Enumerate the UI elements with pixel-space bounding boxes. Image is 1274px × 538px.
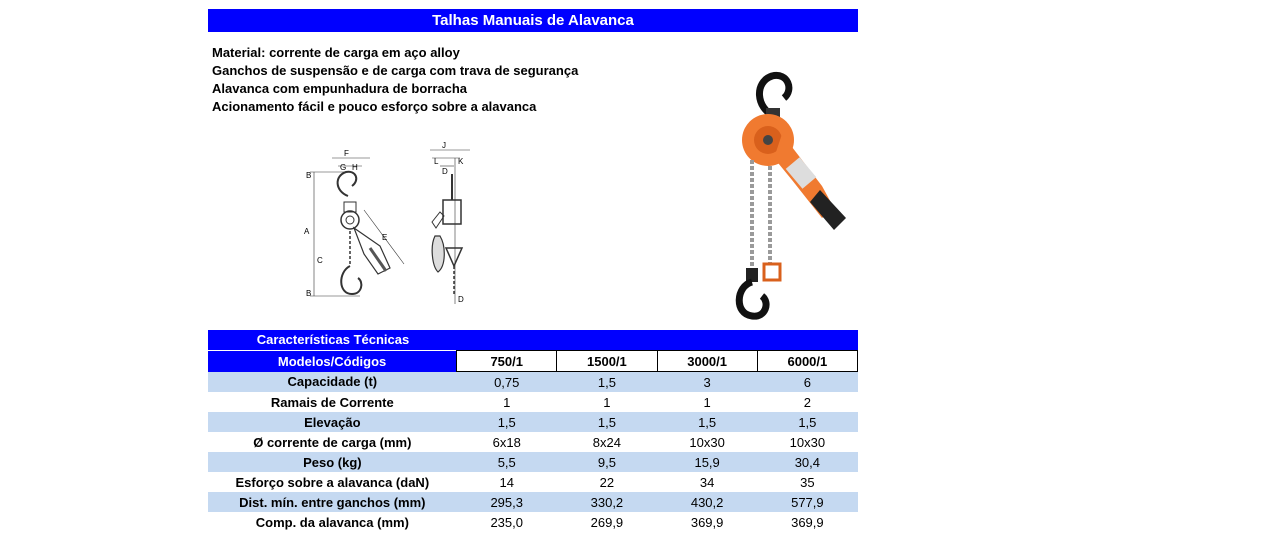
table-row — [208, 372, 858, 393]
spec-section-header — [208, 330, 858, 350]
cell-value: 1,5 — [657, 412, 757, 432]
cell-value: 5,5 — [457, 452, 557, 472]
dim-label-k: K — [458, 157, 464, 166]
cell-value: 10x30 — [757, 432, 857, 452]
cell-value: 369,9 — [757, 512, 857, 532]
table-header-row — [208, 351, 858, 372]
cell-value: 1,5 — [557, 412, 657, 432]
cell-value: 30,4 — [757, 452, 857, 472]
row-label: Esforço sobre a alavanca (daN) — [208, 472, 457, 492]
table-row — [208, 432, 858, 452]
dim-label-b: B — [306, 289, 312, 298]
cell-value: 1 — [657, 392, 757, 412]
spec-table — [208, 350, 858, 532]
dim-label-a: A — [304, 227, 310, 236]
cell-value: 1,5 — [457, 412, 557, 432]
row-label: Peso (kg) — [208, 452, 457, 472]
cell-value: 34 — [657, 472, 757, 492]
cell-value: 9,5 — [557, 452, 657, 472]
spec-section-title: Características Técnicas — [256, 332, 410, 347]
lever-hoist-illustration — [722, 68, 862, 323]
row-label: Dist. mín. entre ganchos (mm) — [208, 492, 457, 512]
cell-value: 35 — [757, 472, 857, 492]
dim-label-d: D — [442, 167, 448, 176]
feature-list — [212, 44, 672, 116]
dim-label-d: D — [458, 295, 464, 304]
dim-label-l: L — [434, 157, 439, 166]
table-row — [208, 452, 858, 472]
technical-drawing — [300, 136, 500, 306]
cell-value: 577,9 — [757, 492, 857, 512]
dim-label-h: H — [352, 163, 358, 172]
table-row — [208, 472, 858, 492]
cell-value: 295,3 — [457, 492, 557, 512]
table-row — [208, 512, 858, 532]
cell-value: 14 — [457, 472, 557, 492]
cell-value: 369,9 — [657, 512, 757, 532]
feature-item: Ganchos de suspensão e de carga com trava de segurança — [212, 63, 579, 78]
cell-value: 3 — [657, 372, 757, 393]
cell-value: 1 — [557, 392, 657, 412]
model-code: 3000/1 — [657, 351, 757, 372]
dim-label-e: E — [382, 233, 388, 242]
cell-value: 10x30 — [657, 432, 757, 452]
feature-item: Material: corrente de carga em aço alloy — [212, 45, 460, 60]
cell-value: 15,9 — [657, 452, 757, 472]
row-label: Comp. da alavanca (mm) — [208, 512, 457, 532]
feature-item: Alavanca com empunhadura de borracha — [212, 81, 468, 96]
table-row — [208, 492, 858, 512]
cell-value: 6x18 — [457, 432, 557, 452]
cell-value: 269,9 — [557, 512, 657, 532]
dim-label-c: C — [317, 256, 323, 265]
table-row — [208, 412, 858, 432]
dim-label-f: F — [344, 149, 349, 158]
model-code: 1500/1 — [557, 351, 657, 372]
cell-value: 0,75 — [457, 372, 557, 393]
row-label: Ø corrente de carga (mm) — [208, 432, 457, 452]
models-label: Modelos/Códigos — [208, 351, 457, 372]
cell-value: 8x24 — [557, 432, 657, 452]
cell-value: 430,2 — [657, 492, 757, 512]
row-label: Elevação — [208, 412, 457, 432]
model-code: 6000/1 — [757, 351, 857, 372]
row-label: Capacidade (t) — [208, 372, 457, 393]
page-title: Talhas Manuais de Alavanca — [208, 9, 858, 32]
cell-value: 235,0 — [457, 512, 557, 532]
row-label: Ramais de Corrente — [208, 392, 457, 412]
dim-label-g: G — [340, 163, 347, 172]
cell-value: 1,5 — [557, 372, 657, 393]
model-code: 750/1 — [457, 351, 557, 372]
feature-item: Acionamento fácil e pouco esforço sobre a alavanca — [212, 99, 537, 114]
dim-label-b: B — [306, 171, 312, 180]
cell-value: 22 — [557, 472, 657, 492]
dim-label-j: J — [442, 141, 446, 150]
cell-value: 330,2 — [557, 492, 657, 512]
cell-value: 2 — [757, 392, 857, 412]
cell-value: 6 — [757, 372, 857, 393]
table-row — [208, 392, 858, 412]
cell-value: 1,5 — [757, 412, 857, 432]
cell-value: 1 — [457, 392, 557, 412]
